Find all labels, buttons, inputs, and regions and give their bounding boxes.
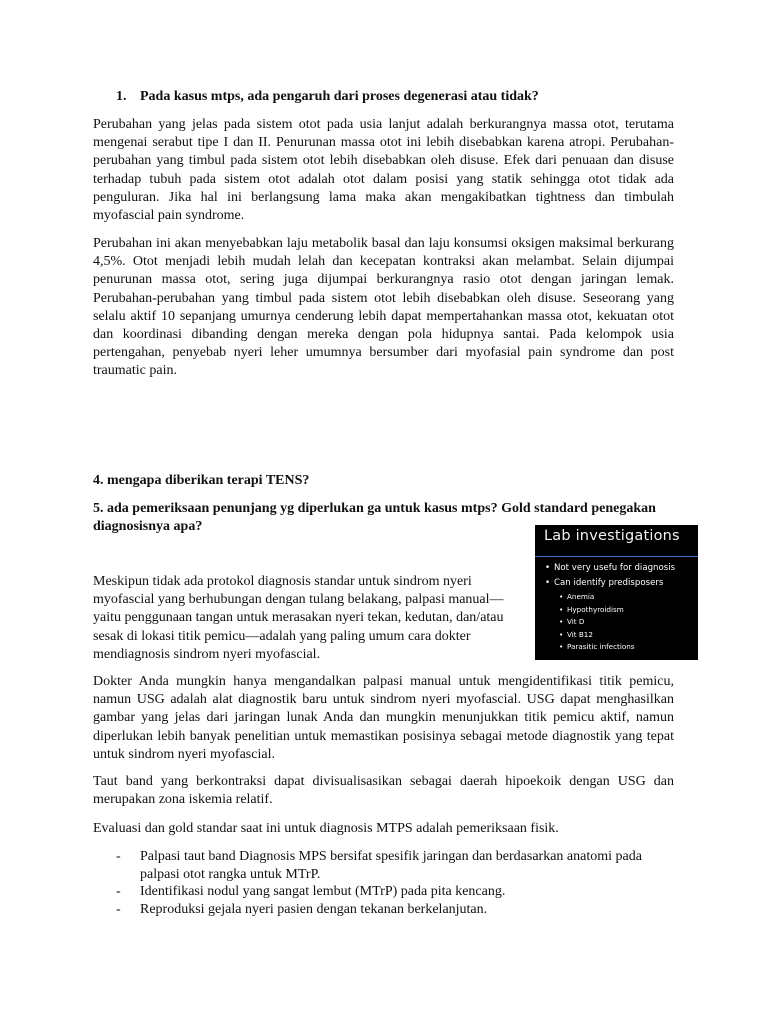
question-1-number: 1.	[116, 89, 127, 104]
lab-bullet: • Not very usefu for diagnosis	[545, 563, 676, 573]
paragraph-gold-standard: Evaluasi dan gold standar saat ini untuk diagnosis MTPS adalah pemeriksaan fisik.	[93, 821, 559, 836]
question-1-heading	[116, 88, 676, 106]
list-item: - Reproduksi gejala nyeri pasien dengan tekanan berkelanjutan.	[116, 901, 488, 917]
lab-slide-title: Lab investigations	[544, 528, 680, 544]
list-item: - Palpasi taut band Diagnosis MPS bersifat spesifik jaringan dan berdasarkan anatomi pada palpasi otot rangka untuk MTrP.	[116, 849, 642, 882]
lab-sub-bullet: • Parasitic infections	[559, 642, 635, 651]
lab-sub-bullet: • Anemia	[559, 592, 595, 601]
paragraph-metabolic-changes: Perubahan ini akan menyebabkan laju metabolik basal dan laju konsumsi oksigen maksimal berkurang 4,5%. Otot menjadi lebih mudah lelah dan kecepatan kontraksi akan melambat. Selain dijumpai penurunan massa otot, sering juga dijumpai berkurangnya rasio otot dengan jaringan lemak. Perubahan-perubahan yang timbul pada sistem otot lebih disebabkan oleh disuse. Seseorang yang selalu aktif 10 sepanjang umurnya cenderung lebih dapat mempertahankan massa otot, kekuatan otot dan koordinasi dibanding dengan mereka dengan pola hidupnya santai. Pada kelompok usia pertengahan, penyebab nyeri leher umumnya bersumber dari myofasial pain syndrome dan post traumatic pain.	[93, 236, 674, 379]
paragraph-taut-band: Taut band yang berkontraksi dapat divisualisasikan sebagai daerah hipoekoik dengan USG dan merupakan zona iskemia relatif.	[93, 774, 674, 808]
lab-sub-bullet: • Vit D	[559, 617, 585, 626]
list-item: - Identifikasi nodul yang sangat lembut (MTrP) pada pita kencang.	[116, 884, 506, 899]
paragraph-ultrasound: Dokter Anda mungkin hanya mengandalkan palpasi manual untuk mengidentifikasi titik pemicu, namun USG adalah alat diagnostik baru untuk sindrom nyeri myofascial. USG dapat menghasilkan gambar yang jelas dari jaringan lunak Anda dan mungkin menunjukkan titik pemicu aktif, namun diperlukan lebih banyak penelitian untuk memastikan posisinya sebagai metode diagnostik yang tepat untuk sindrom nyeri myofascial.	[93, 674, 674, 762]
lab-bullet: • Can identify predisposers	[545, 578, 664, 588]
lab-slide-divider	[535, 556, 698, 557]
lab-sub-bullet: • Hypothyroidism	[559, 604, 624, 614]
lab-slide-list	[545, 561, 675, 654]
lab-investigations-slide	[535, 525, 698, 660]
question-4-heading: 4. mengapa diberikan terapi TENS?	[93, 473, 310, 488]
diagnosis-criteria-list	[116, 848, 676, 918]
question-5-heading: 5. ada pemeriksaan penunjang yg diperlukan ga untuk kasus mtps? Gold standard penegakan diagnosisnya apa?	[93, 501, 656, 534]
paragraph-manual-palpation: Meskipun tidak ada protokol diagnosis standar untuk sindrom nyeri myofascial yang berhubungan dengan tulang belakang, palpasi manual—yaitu penggunaan tangan untuk merasakan nyeri tekan, kedutan, dan/atau sesak di lokasi titik pemicu—adalah yang paling umum cara dokter mendiagnosis sindrom nyeri myofascial.	[93, 574, 504, 662]
paragraph-muscle-aging: Perubahan yang jelas pada sistem otot pada usia lanjut adalah berkurangnya massa otot, terutama mengenai serabut tipe I dan II. Penurunan massa otot ini lebih disebabkan karena atropi. Perubahan-perubahan yang timbul pada sistem otot lebih disebabkan oleh disuse. Efek dari penuaan dan disuse terhadap tubuh pada sistem otot adalah otot dalam posisi yang statik sehingga otot tidak ada penguluran. Jika hal ini berlangsung lama maka akan mengakibatkan tightness dan timbulah myofascial pain syndrome.	[93, 117, 674, 224]
question-1-text: Pada kasus mtps, ada pengaruh dari proses degenerasi atau tidak?	[140, 89, 539, 104]
lab-sub-bullet: • Vit B12	[559, 629, 593, 639]
